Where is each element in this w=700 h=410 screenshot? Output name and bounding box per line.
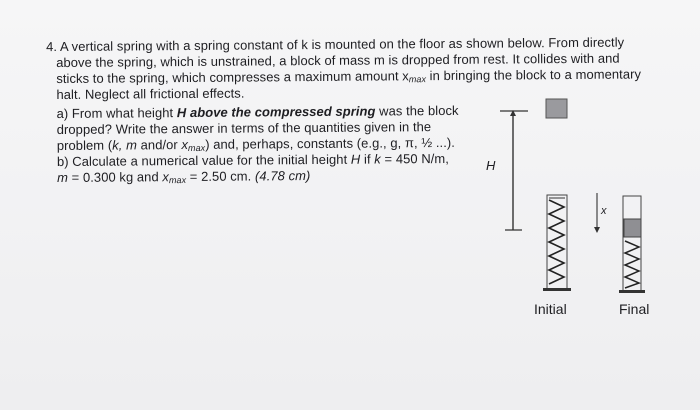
initial-block <box>546 99 567 118</box>
intro-text-5: halt. Neglect all frictional effects. <box>56 85 245 103</box>
initial-label: Initial <box>534 301 567 317</box>
part-b-var-k: k <box>374 151 381 167</box>
height-indicator <box>500 110 528 230</box>
part-a-var-x: x <box>181 136 189 153</box>
intro-text-3: sticks to the spring, which compresses a maximum amount x <box>56 68 409 87</box>
part-b-text-2b: = 2.50 cm. <box>186 168 252 185</box>
final-label: Final <box>619 301 650 317</box>
part-b-text-1b: if <box>360 151 375 167</box>
part-b-text-1a: b) Calculate a numerical value for the initial height <box>56 151 351 170</box>
part-a-text-2: dropped? Write the answer in terms of the quantities given in the <box>56 119 432 138</box>
compression-label: x <box>601 205 607 217</box>
intro-text-1: A vertical spring with a spring constant of k is mounted on the floor as shown below. From directly <box>59 34 625 55</box>
part-a-emphasis: above the compressed spring <box>186 103 376 121</box>
part-a-text-3b: and/or <box>136 137 182 153</box>
part-b-text-1c: = 450 N/m, <box>380 150 449 167</box>
part-a-text-3c: ) and, perhaps, constants (e.g., g, π, ½ ...). <box>205 134 455 152</box>
problem-number: 4. <box>45 39 58 55</box>
subscript-max: max <box>168 175 187 186</box>
intro-text-2: above the spring, which is unstrained, a block of mass m is dropped from rest. It collides with and <box>56 50 620 71</box>
final-block <box>624 219 641 237</box>
subscript-max: max <box>408 74 427 85</box>
subscript-max: max <box>187 142 206 153</box>
compression-indicator <box>594 193 600 233</box>
part-b-var-x: x <box>162 169 169 185</box>
part-b-var-m: m <box>57 169 69 186</box>
part-a-suffix: was the block <box>375 102 459 119</box>
part-a-vars: k, m <box>112 137 138 153</box>
part-a-text-3a: problem ( <box>56 137 113 154</box>
height-label: H <box>486 158 496 173</box>
answer-note: (4.78 cm) <box>254 168 311 184</box>
part-a-prefix: a) From what height <box>56 105 177 122</box>
intro-text-4: in bringing the block to a momentary <box>429 66 642 84</box>
part-a-var-h: H <box>176 105 187 121</box>
initial-spring <box>543 195 571 291</box>
part-b-text-2a: = 0.300 kg and <box>67 169 163 185</box>
final-spring <box>619 196 645 293</box>
part-b-var-h: H <box>350 151 361 167</box>
